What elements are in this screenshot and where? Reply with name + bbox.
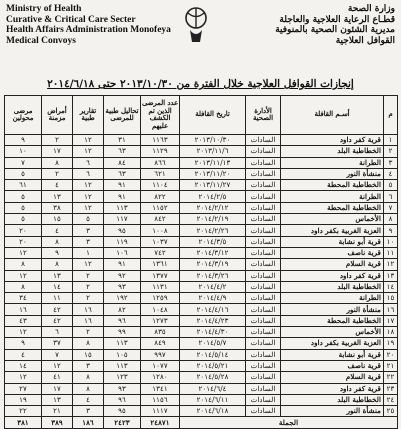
chronic-cases: ١٣ bbox=[42, 394, 73, 405]
table-row bbox=[5, 168, 398, 179]
lab-tests: ٨٤ bbox=[104, 157, 141, 168]
chronic-cases: ٤ bbox=[42, 180, 73, 191]
convoy-name: الأخماس bbox=[281, 327, 384, 338]
chronic-cases: ٨ bbox=[42, 157, 73, 168]
medical-reports: ٨ bbox=[73, 372, 104, 383]
health-admin: السادات bbox=[246, 293, 281, 304]
patients-count: ١٢٧٣ bbox=[141, 315, 180, 326]
health-admin: السادات bbox=[246, 383, 281, 394]
convoy-name: قرية أبو نشابة bbox=[281, 349, 384, 360]
lab-tests: ٩٥ bbox=[104, 406, 141, 417]
total-label: الجملة bbox=[180, 417, 398, 428]
patients-count: ١١٢٩ bbox=[141, 146, 180, 157]
row-number: ١٤ bbox=[384, 281, 398, 292]
lab-tests: ٩٣ bbox=[104, 281, 141, 292]
health-admin: السادات bbox=[246, 406, 281, 417]
referred-patients: ٢٧ bbox=[5, 383, 42, 394]
lab-tests: ٦٣ bbox=[104, 168, 141, 179]
row-number: ١٨ bbox=[384, 327, 398, 338]
patients-count: ١٢٥٩ bbox=[141, 293, 180, 304]
referred-patients: ١٠ bbox=[5, 146, 42, 157]
referred-patients: ١٦ bbox=[5, 304, 42, 315]
medical-reports: ١٢ bbox=[73, 259, 104, 270]
ministry-logo-icon bbox=[176, 4, 216, 46]
lab-tests: ٩٢ bbox=[104, 270, 141, 281]
row-number: ٩ bbox=[384, 225, 398, 236]
convoy-date: ٢٠١٣/١١/١٣ bbox=[180, 157, 246, 168]
referred-patients: ١٢ bbox=[5, 247, 42, 258]
health-admin: السادات bbox=[246, 270, 281, 281]
chronic-cases: ٩ bbox=[42, 247, 73, 258]
medical-reports: ١٦ bbox=[73, 315, 104, 326]
ministry-en: Ministry of Health bbox=[6, 4, 82, 14]
convoy-name: قرية ناصف bbox=[281, 247, 384, 258]
health-admin: السادات bbox=[246, 135, 281, 146]
lab-tests: ١٢٣ bbox=[104, 372, 141, 383]
patients-count: ١٠٧٧ bbox=[141, 360, 180, 371]
chronic-cases: ٧ bbox=[42, 349, 73, 360]
convoy-name: الخطاطبة المحطة bbox=[281, 315, 384, 326]
row-number: ١٥ bbox=[384, 293, 398, 304]
col-header: تاريخ القافلة bbox=[180, 96, 246, 135]
health-admin: السادات bbox=[246, 202, 281, 213]
medical-reports: ١ bbox=[73, 247, 104, 258]
convoy-name: قرية كفر داود bbox=[281, 270, 384, 281]
row-number: ٤ bbox=[384, 168, 398, 179]
convoy-name: منشأة النور bbox=[281, 168, 384, 179]
row-number: ٢ bbox=[384, 146, 398, 157]
lab-tests: ١١٩ bbox=[104, 236, 141, 247]
letterhead bbox=[0, 0, 401, 74]
convoy-name: قرية السلام bbox=[281, 259, 384, 270]
convoy-name: الطرانة bbox=[281, 293, 384, 304]
health-admin: السادات bbox=[246, 315, 281, 326]
referred-patients: ٧ bbox=[5, 157, 42, 168]
row-number: ٢٤ bbox=[384, 394, 398, 405]
patients-count: ١١١٧ bbox=[141, 406, 180, 417]
health-admin: السادات bbox=[246, 214, 281, 225]
convoy-name: الخطاطبة البلد bbox=[281, 394, 384, 405]
chronic-cases: ٣٨ bbox=[42, 202, 73, 213]
table-row bbox=[5, 372, 398, 383]
health-admin: السادات bbox=[246, 168, 281, 179]
medical-reports: ٣ bbox=[73, 236, 104, 247]
medical-reports: ٦ bbox=[73, 157, 104, 168]
medical-reports: ١٢ bbox=[73, 146, 104, 157]
chronic-cases: ١٤ bbox=[42, 281, 73, 292]
referred-patients: ٥ bbox=[5, 191, 42, 202]
chronic-cases: ١٢ bbox=[42, 360, 73, 371]
chronic-cases: ٣٧ bbox=[42, 338, 73, 349]
row-number: ١٩ bbox=[384, 338, 398, 349]
referred-patients: ٨ bbox=[5, 259, 42, 270]
convoy-name: العزبة الغربية بكفر داود bbox=[281, 225, 384, 236]
medical-reports: ٣ bbox=[73, 406, 104, 417]
table-row bbox=[5, 281, 398, 292]
health-admin: السادات bbox=[246, 394, 281, 405]
patients-count: ١١٠٤ bbox=[141, 180, 180, 191]
health-admin: السادات bbox=[246, 146, 281, 157]
col-header: الأدارة الصحية bbox=[246, 96, 281, 135]
convoy-date: ٢٠١٣/١١/٦ bbox=[180, 146, 246, 157]
health-admin: السادات bbox=[246, 304, 281, 315]
chronic-cases: ٨ bbox=[42, 236, 73, 247]
health-admin: السادات bbox=[246, 225, 281, 236]
row-number: ١٦ bbox=[384, 304, 398, 315]
referred-patients: ٢٠ bbox=[5, 236, 42, 247]
col-header: تحاليل طبية للمرضى bbox=[104, 96, 141, 135]
convoy-date: ٢٠١٤/٦/١١ bbox=[180, 394, 246, 405]
lab-tests: ٦٣ bbox=[104, 146, 141, 157]
convoy-date: ٢٠١٤/٢/١٢ bbox=[180, 202, 246, 213]
patients-count: ١٠٤٨ bbox=[141, 304, 180, 315]
convoy-date: ٢٠١٤/٤/٢٣ bbox=[180, 315, 246, 326]
health-admin: السادات bbox=[246, 191, 281, 202]
health-admin: السادات bbox=[246, 247, 281, 258]
patients-count: ١٢٨٠ bbox=[141, 372, 180, 383]
total-tests: ٢٤٢٣ bbox=[104, 417, 141, 428]
patients-count: ٩٩٧ bbox=[141, 349, 180, 360]
patients-count: ٨٤٢ bbox=[141, 214, 180, 225]
patients-count: ٨٤٩ bbox=[141, 338, 180, 349]
table-row bbox=[5, 191, 398, 202]
table-row bbox=[5, 180, 398, 191]
chronic-cases: ٢ bbox=[42, 168, 73, 179]
lab-tests: ١٩٢ bbox=[104, 293, 141, 304]
table-row bbox=[5, 293, 398, 304]
convoy-name: قرية السلام bbox=[281, 372, 384, 383]
referred-patients: ٣٤ bbox=[5, 293, 42, 304]
convoy-name: الخطاطبة المحطة bbox=[281, 202, 384, 213]
patients-count: ١٠٠٨ bbox=[141, 225, 180, 236]
row-number: ٢٥ bbox=[384, 406, 398, 417]
chronic-cases: ١٣ bbox=[42, 270, 73, 281]
table-row bbox=[5, 135, 398, 146]
lab-tests: ٩٥ bbox=[104, 225, 141, 236]
convoy-name: منشأة النور bbox=[281, 304, 384, 315]
chronic-cases: ٤ bbox=[42, 225, 73, 236]
lab-tests: ١١٣ bbox=[104, 202, 141, 213]
lab-tests: ٩١ bbox=[104, 180, 141, 191]
arabic-letterhead bbox=[275, 4, 395, 46]
referred-patients: ٤ bbox=[5, 349, 42, 360]
patients-count: ٨٦٦ bbox=[141, 157, 180, 168]
total-row bbox=[5, 417, 398, 428]
medical-reports: ٨ bbox=[73, 338, 104, 349]
convoy-date: ٢٠١٤/٢/١٩ bbox=[180, 214, 246, 225]
total-referred: ٣٨١ bbox=[5, 417, 42, 428]
table-row bbox=[5, 270, 398, 281]
row-number: ٨ bbox=[384, 214, 398, 225]
table-row bbox=[5, 146, 398, 157]
referred-patients: ٦١ bbox=[5, 180, 42, 191]
referred-patients: ١٢ bbox=[5, 372, 42, 383]
row-number: ٢٣ bbox=[384, 383, 398, 394]
table-row bbox=[5, 259, 398, 270]
total-reports: ١٨٦ bbox=[73, 417, 104, 428]
health-admin: السادات bbox=[246, 157, 281, 168]
convoy-date: ٢٠١٤/٤/٢ bbox=[180, 281, 246, 292]
row-number: ١٣ bbox=[384, 270, 398, 281]
convoy-name: قرية أبو نشابة bbox=[281, 236, 384, 247]
col-header: مرضى محولين bbox=[5, 96, 42, 135]
referred-patients: ٢٢ bbox=[5, 406, 42, 417]
lab-tests: ١٠٦ bbox=[104, 247, 141, 258]
convoy-date: ٢٠١٣/١٠/٣٠ bbox=[180, 135, 246, 146]
table-row bbox=[5, 225, 398, 236]
row-number: ٦ bbox=[384, 191, 398, 202]
chronic-cases: ١٧ bbox=[42, 146, 73, 157]
table-row bbox=[5, 360, 398, 371]
medical-reports: ١٢ bbox=[73, 135, 104, 146]
referred-patients: ١٩ bbox=[5, 394, 42, 405]
sector-en: Curative & Critical Care Secter bbox=[6, 14, 136, 25]
lab-tests: ٩٩ bbox=[104, 327, 141, 338]
sector-ar: قطـاع الرعاية العلاجية والعاجلة bbox=[279, 14, 395, 25]
chronic-cases: ١٣ bbox=[42, 191, 73, 202]
patients-count: ٧٤٢ bbox=[141, 247, 180, 258]
patients-count: ١١٥٢ bbox=[141, 202, 180, 213]
convoy-name: قرية كفر داود bbox=[281, 383, 384, 394]
medical-reports: ٣ bbox=[73, 225, 104, 236]
patients-count: ١٣٤١ bbox=[141, 383, 180, 394]
referred-patients: ٥ bbox=[5, 214, 42, 225]
convoy-date: ٢٠١٤/٥/١٤ bbox=[180, 349, 246, 360]
table-row bbox=[5, 383, 398, 394]
convoy-date: ٢٠١٤/٤/١٦ bbox=[180, 304, 246, 315]
medical-reports: ٥ bbox=[73, 214, 104, 225]
row-number: ١٧ bbox=[384, 315, 398, 326]
lab-tests: ١٠٥ bbox=[104, 349, 141, 360]
medical-reports: ١٢ bbox=[73, 202, 104, 213]
convoy-date: ٢٠١٤/٦/٤ bbox=[180, 383, 246, 394]
row-number: ١ bbox=[384, 135, 398, 146]
chronic-cases: ٢١ bbox=[42, 406, 73, 417]
referred-patients: ١٢ bbox=[5, 327, 42, 338]
row-number: ١١ bbox=[384, 247, 398, 258]
chronic-cases: ٨ bbox=[42, 259, 73, 270]
table-row bbox=[5, 406, 398, 417]
total-patients: ٢٤٨٧١ bbox=[141, 417, 180, 428]
referred-patients: ٥ bbox=[5, 202, 42, 213]
referred-patients: ٨ bbox=[5, 281, 42, 292]
lab-tests: ٩١ bbox=[104, 259, 141, 270]
health-admin: السادات bbox=[246, 327, 281, 338]
row-number: ١٠ bbox=[384, 236, 398, 247]
medical-reports: ١٥ bbox=[73, 349, 104, 360]
row-number: ٥ bbox=[384, 180, 398, 191]
convoy-date: ٢٠١٤/٢/٥ bbox=[180, 191, 246, 202]
health-admin: السادات bbox=[246, 281, 281, 292]
table-row bbox=[5, 338, 398, 349]
health-admin: السادات bbox=[246, 259, 281, 270]
convoy-name: قرية ناصف bbox=[281, 360, 384, 371]
convoy-date: ٢٠١٣/١١/٢٧ bbox=[180, 180, 246, 191]
patients-count: ٨٣٥ bbox=[141, 327, 180, 338]
referred-patients: ٤٣ bbox=[5, 315, 42, 326]
convoy-date: ٢٠١٤/٤/٩ bbox=[180, 293, 246, 304]
chronic-cases: ٤٢ bbox=[42, 315, 73, 326]
referred-patients: ١٤ bbox=[5, 360, 42, 371]
col-header: تقارير طبية bbox=[73, 96, 104, 135]
convoy-date: ٢٠١٤/٥/٢٨ bbox=[180, 372, 246, 383]
patients-count: ١١٣١ bbox=[141, 281, 180, 292]
convoy-name: الخطاطبة البلد bbox=[281, 146, 384, 157]
referred-patients: ٩ bbox=[5, 135, 42, 146]
chronic-cases: ٦ bbox=[42, 327, 73, 338]
convoy-date: ٢٠١٤/٣/٥ bbox=[180, 236, 246, 247]
ministry-ar: وزارة الصحة bbox=[347, 4, 395, 14]
health-admin: السادات bbox=[246, 338, 281, 349]
table-row bbox=[5, 394, 398, 405]
convoy-name: قرية كفر داود bbox=[281, 135, 384, 146]
table-row bbox=[5, 349, 398, 360]
convoy-date: ٢٠١٤/٤/٣٠ bbox=[180, 327, 246, 338]
table-row bbox=[5, 304, 398, 315]
lab-tests: ٩١ bbox=[104, 191, 141, 202]
referred-patients: ٥ bbox=[5, 168, 42, 179]
patients-count: ١١٥٦ bbox=[141, 394, 180, 405]
lab-tests: ٨٢ bbox=[104, 304, 141, 315]
patients-count: ٨٢٢ bbox=[141, 191, 180, 202]
medical-reports: ٢ bbox=[73, 293, 104, 304]
col-header: أمراض مزمنة bbox=[42, 96, 73, 135]
convoy-date: ٢٠١٤/٦/١٨ bbox=[180, 406, 246, 417]
medical-reports: ٤ bbox=[73, 394, 104, 405]
chronic-cases: ٤١ bbox=[42, 372, 73, 383]
table-row bbox=[5, 214, 398, 225]
convoys-table bbox=[4, 95, 398, 429]
patients-count: ١١٦٣ bbox=[141, 135, 180, 146]
medical-reports: ١٦ bbox=[73, 304, 104, 315]
row-number: ١٢ bbox=[384, 259, 398, 270]
document-title: إنجازات القوافل العلاجية خلال الفترة من ٢٠١٣/١٠/٣٠ حتى ٢٠١٤/٦/١٨ bbox=[47, 78, 354, 90]
medical-reports: ٢ bbox=[73, 281, 104, 292]
lab-tests: ٩٦ bbox=[104, 315, 141, 326]
health-admin: السادات bbox=[246, 349, 281, 360]
medical-reports: ٦ bbox=[73, 168, 104, 179]
convoy-name: العزبة الغربية بكفر داود bbox=[281, 338, 384, 349]
medical-reports: ٣ bbox=[73, 360, 104, 371]
convoy-date: ٢٠١٣/١١/٢٠ bbox=[180, 168, 246, 179]
col-header: أسـم القافلة bbox=[281, 96, 384, 135]
row-number: ٢١ bbox=[384, 360, 398, 371]
convoy-date: ٢٠١٤/٥/٢١ bbox=[180, 360, 246, 371]
patients-count: ١٣٧٧ bbox=[141, 270, 180, 281]
lab-tests: ٩٦ bbox=[104, 394, 141, 405]
convoy-name: الخطاطبة المحطة bbox=[281, 180, 384, 191]
row-number: ٢٠ bbox=[384, 349, 398, 360]
lab-tests: ٩٣ bbox=[104, 383, 141, 394]
convoy-date: ٢٠١٤/٥/٧ bbox=[180, 338, 246, 349]
english-letterhead bbox=[6, 4, 171, 46]
department-ar: القوافل العلاجية bbox=[335, 35, 395, 46]
convoy-name: منشأة النور bbox=[281, 406, 384, 417]
administration-ar: مديرية الشئون الصحية بالمنوفية bbox=[275, 25, 395, 35]
health-admin: السادات bbox=[246, 236, 281, 247]
convoy-date: ٢٠١٤/٣/١٢ bbox=[180, 247, 246, 258]
chronic-cases: ٢ bbox=[42, 135, 73, 146]
medical-reports: ٢ bbox=[73, 327, 104, 338]
medical-reports: ٢ bbox=[73, 270, 104, 281]
lab-tests: ٣١ bbox=[104, 135, 141, 146]
health-admin: السادات bbox=[246, 372, 281, 383]
medical-reports: ١٢ bbox=[73, 180, 104, 191]
row-number: ٧ bbox=[384, 202, 398, 213]
convoy-name: الطرانة bbox=[281, 191, 384, 202]
chronic-cases: ١١ bbox=[42, 293, 73, 304]
department-en: Medical Convoys bbox=[6, 35, 76, 46]
row-number: ٢٢ bbox=[384, 372, 398, 383]
table-row bbox=[5, 236, 398, 247]
referred-patients: ٢٠ bbox=[5, 225, 42, 236]
table-header-row bbox=[5, 96, 398, 135]
lab-tests: ١١٣ bbox=[104, 360, 141, 371]
convoy-name: الطرانة bbox=[281, 157, 384, 168]
administration-en: Health Affairs Administration Monofeya bbox=[6, 25, 171, 35]
patients-count: ٦٢١ bbox=[141, 168, 180, 179]
convoy-date: ٢٠١٤/٣/٢٦ bbox=[180, 270, 246, 281]
health-admin: السادات bbox=[246, 360, 281, 371]
total-chronic: ٣٨٩ bbox=[42, 417, 73, 428]
col-header: عدد المرضى الذين تم الكشف عليهم bbox=[141, 96, 180, 135]
table-row bbox=[5, 202, 398, 213]
col-header: م bbox=[384, 96, 398, 135]
patients-count: ١٠٣٧ bbox=[141, 236, 180, 247]
convoy-date: ٢٠١٤/٣/١٩ bbox=[180, 259, 246, 270]
health-admin: السادات bbox=[246, 180, 281, 191]
chronic-cases: ١٧ bbox=[42, 383, 73, 394]
referred-patients: ٩ bbox=[5, 338, 42, 349]
table-row bbox=[5, 327, 398, 338]
table-row bbox=[5, 247, 398, 258]
chronic-cases: ١٥ bbox=[42, 214, 73, 225]
convoy-date: ٢٠١٤/٢/٢٦ bbox=[180, 225, 246, 236]
table-row bbox=[5, 315, 398, 326]
convoy-name: الأخماس bbox=[281, 214, 384, 225]
medical-reports: ١٢ bbox=[73, 191, 104, 202]
patients-count: ١٣٦١ bbox=[141, 259, 180, 270]
medical-reports: ٨ bbox=[73, 383, 104, 394]
lab-tests: ١١٣ bbox=[104, 338, 141, 349]
convoy-name: الخطاطبة البلد bbox=[281, 281, 384, 292]
table-row bbox=[5, 157, 398, 168]
lab-tests: ١١٧ bbox=[104, 214, 141, 225]
referred-patients: ١٢ bbox=[5, 270, 42, 281]
row-number: ٣ bbox=[384, 157, 398, 168]
chronic-cases: ٤٢ bbox=[42, 304, 73, 315]
